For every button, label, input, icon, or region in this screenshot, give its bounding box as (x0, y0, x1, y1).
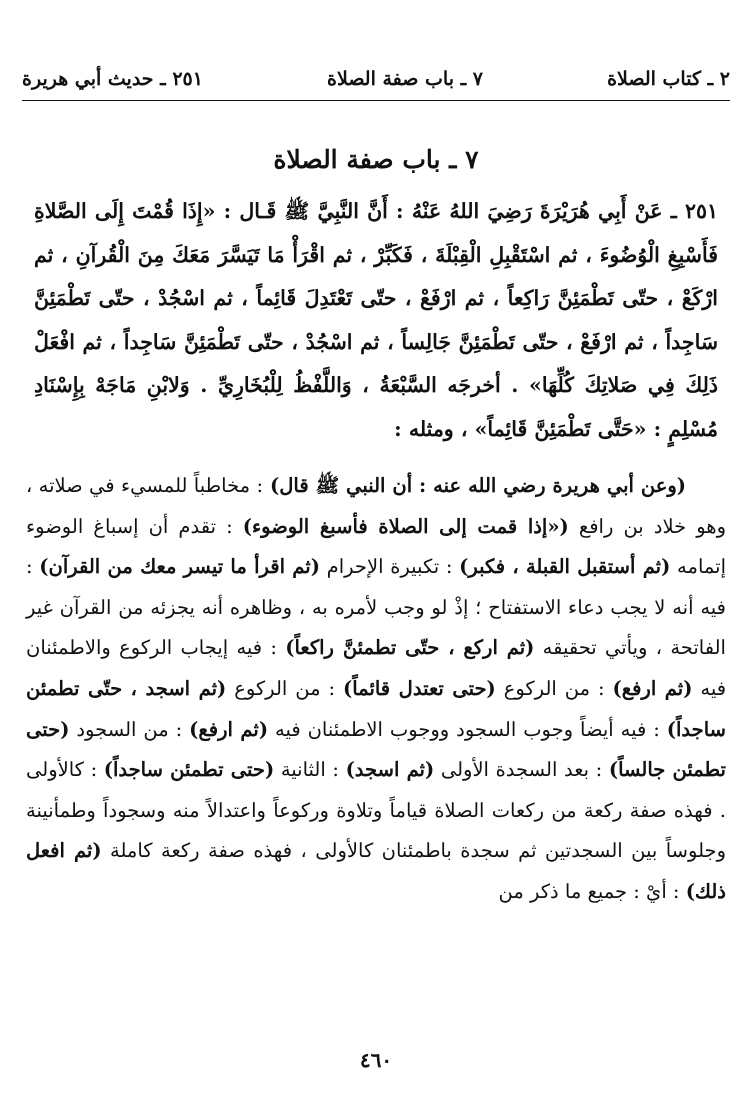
commentary-explanation-segment: : مخاطباً للمسيء في صلاته ، وهو خلاد بن رافع (26, 474, 726, 538)
header-hadith-title: ٢٥١ ـ حديث أبي هريرة (22, 68, 203, 90)
page-number: ٤٦٠ (359, 1048, 393, 1072)
commentary-explanation-segment: : أيْ : جميع ما ذكر من (498, 879, 686, 903)
commentary-quoted-segment: (ثم اركع ، حتّى تطمئنَّ راكعاً) (285, 636, 535, 660)
commentary-explanation-segment: : من الركوع (495, 676, 613, 700)
commentary-quoted-segment: (ثم أستقبل القبلة ، فكبر) (459, 555, 671, 579)
chapter-title: ٧ ـ باب صفة الصلاة (273, 145, 479, 174)
commentary-quoted-segment: (وعن أبي هريرة رضي الله عنه : أن النبي ﷺ قال) (263, 474, 686, 497)
commentary-quoted-segment: (ثم افعل ذلك) (26, 839, 726, 903)
header-book-title: ٢ ـ كتاب الصلاة (607, 68, 730, 90)
commentary-explanation-segment: : تقدم أن إسباغ الوضوء إتمامه (26, 514, 727, 579)
commentary-quoted-segment: (ثم اقرأ ما تيسر معك من القرآن) (39, 555, 320, 579)
commentary-explanation-segment: : من الركوع (226, 676, 343, 700)
header-chapter-title: ٧ ـ باب صفة الصلاة (327, 68, 484, 90)
commentary-paragraph (26, 466, 726, 913)
commentary-quoted-segment: (ثم ارفع) (612, 676, 693, 700)
commentary-explanation-segment: : الثانية (274, 758, 346, 782)
hadith-body: عَنْ أَبِي هُرَيْرَةَ رَضِيَ اللهُ عَنْهُ : أَنَّ النَّبِيَّ ﷺ قَـال : «إِذَا قُمْتَ إِلَى الصَّلاةِ فَأَسْبِغِ الْوُضُوءَ ، ثم اسْتَقْبِلِ الْقِبْلَةَ ، فَكَبِّرْ ، ثم اقْرَأْ مَا تَيَسَّرَ مَعَكَ مِنَ الْقُرآنِ ، ثم ارْكَعْ ، حتّى تَطْمَئِنَّ رَاكِعاً ، ثم ارْفَعْ ، حتّى تَعْتَدِلَ قَائِماً ، ثم اسْجُدْ ، حتّى تَطْمَئِنَّ سَاجِداً ، ثم ارْفَعْ ، حتّى تَطْمَئِنَّ جَالِساً ، ثم اسْجُدْ ، حتّى تَطْمَئِنَّ سَاجِداً ، ثم افْعَلْ ذَلِكَ فِي صَلاتِكَ كُلِّهَا» . أخرجَه السَّبْعَةُ ، وَاللَّفْظُ لِلْبُخَارِيِّ . وَلابْنِ مَاجَهْ بِإِسْنَادِ مُسْلِمٍ : «حَتَّى تَطْمَئِنَّ قَائِماً» ، ومثله : (34, 199, 718, 441)
commentary-quoted-segment: (حتى تطمئن جالساً) (26, 717, 726, 782)
commentary-quoted-segment: (حتى تطمئن ساجداً) (103, 758, 275, 782)
commentary-explanation-segment: : فيه إيجاب الركوع والاطمئنان فيه (26, 636, 727, 700)
commentary-explanation-segment: : كالأولى . فهذه صفة ركعة من ركعات الصلاة قياماً وتلاوة وركوعاً واعتدالاً منه وسجوداً وطمأنينة وجلوساً بين السجدتين ثم سجدة باطمئنان كالأولى ، فهذه صفة ركعة كاملة (26, 758, 726, 863)
commentary-explanation-segment: : من السجود (69, 717, 190, 741)
commentary-explanation-segment: : فيه أنه لا يجب دعاء الاستفتاح ؛ إذْ لو وجب لأمره به ، وظاهره أنه يجزئه من القرآن غير الفاتحة ، ويأتي تحقيقه (26, 555, 726, 660)
running-header (22, 62, 730, 101)
commentary-quoted-segment: (ثم ارفع) (189, 717, 269, 741)
hadith-number: ٢٥١ ـ (670, 199, 719, 223)
commentary-block (26, 466, 726, 913)
commentary-quoted-segment: (ثم اسجد) (345, 758, 435, 782)
hadith-text-block (34, 190, 718, 451)
commentary-quoted-segment: («إذا قمت إلى الصلاة فأسبغ الوضوء) (242, 514, 569, 538)
commentary-quoted-segment: (ثم اسجد ، حتّى تطمئن ساجداً) (26, 676, 726, 741)
commentary-quoted-segment: (حتى تعتدل قائماً) (343, 676, 496, 700)
commentary-explanation-segment: : بعد السجدة الأولى (434, 758, 609, 782)
commentary-explanation-segment: : تكبيرة الإحرام (319, 555, 460, 579)
commentary-explanation-segment: : فيه أيضاً وجوب السجود ووجوب الاطمئنان فيه (268, 717, 667, 741)
